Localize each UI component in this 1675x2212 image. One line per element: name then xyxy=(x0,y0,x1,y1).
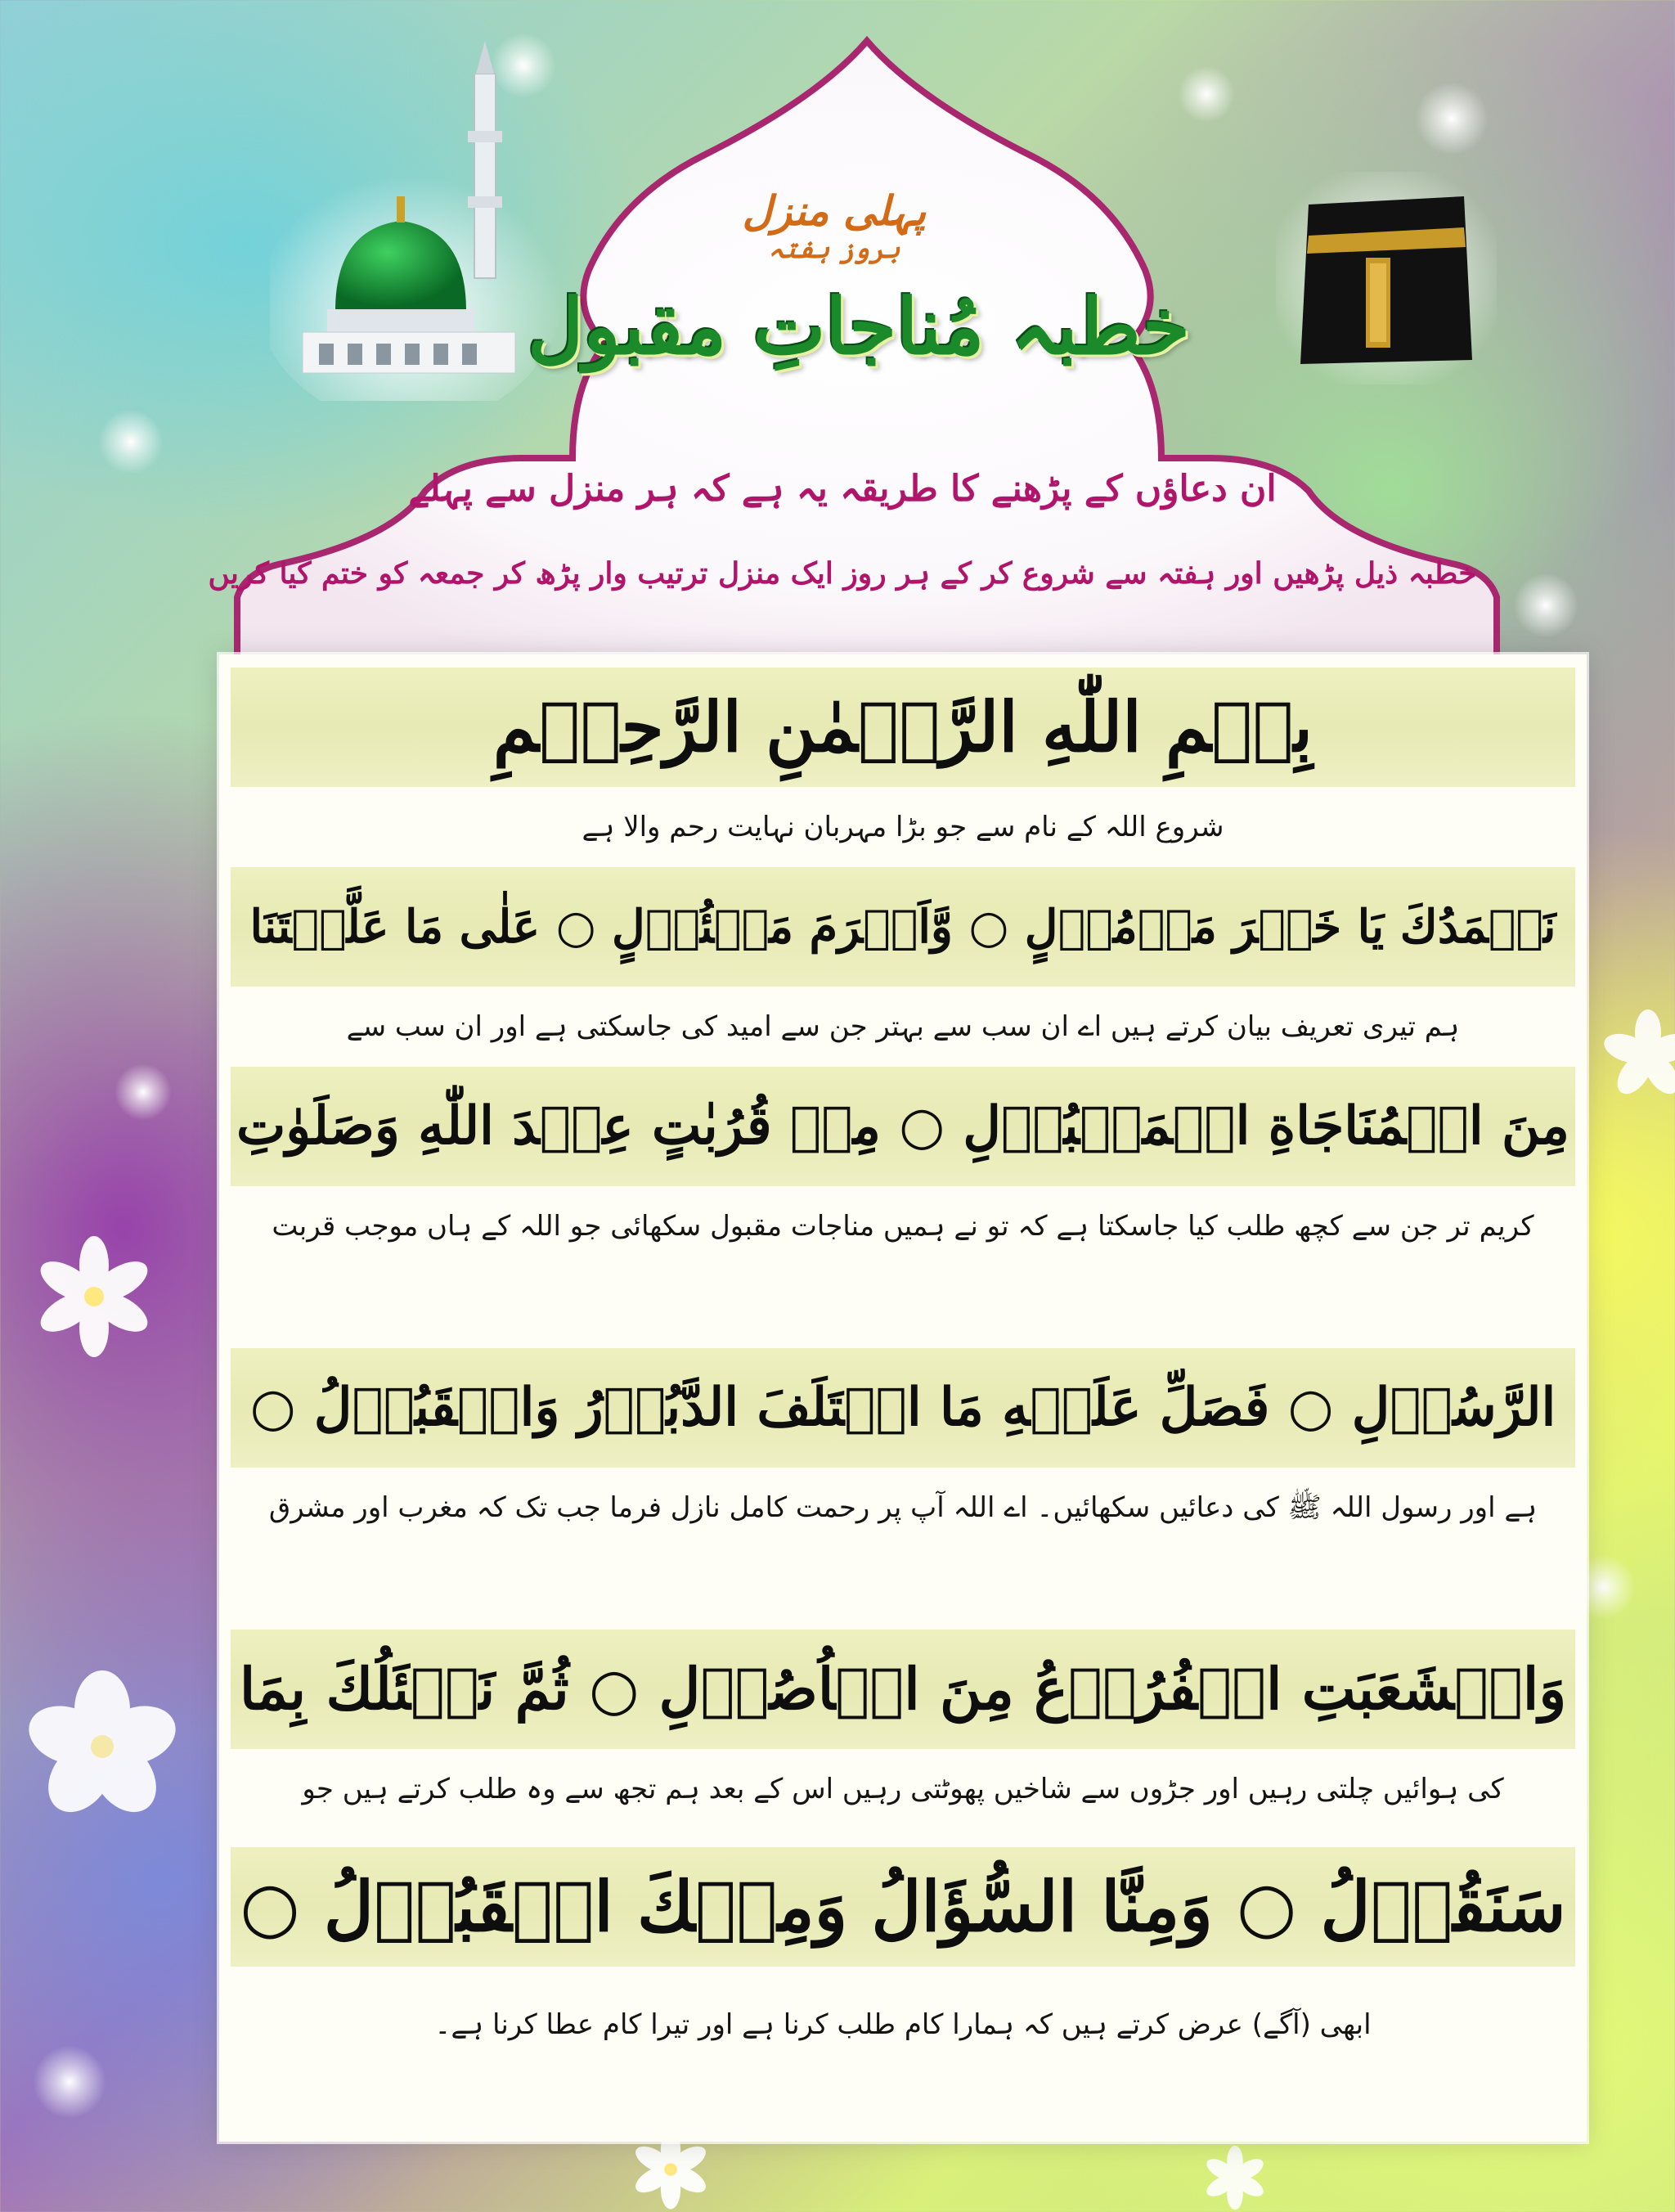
arabic-verse: الرَّسُوۡلِ ○ فَصَلِّ عَلَيۡهِ مَا اخۡتَلَفَ الدَّبُوۡرُ وَالۡقَبُوۡلُ ○ xyxy=(231,1348,1575,1468)
flower-icon xyxy=(25,1669,180,1824)
instruction-line-1: ان دعاؤں کے پڑھنے کا طریقہ یہ ہے کہ ہر منزل سے پہلے xyxy=(408,468,1277,510)
flower-icon xyxy=(1603,1006,1675,1104)
urdu-translation: ابھی (آگے) عرض کرتے ہیں کہ ہمارا کام طلب کرنا ہے اور تیرا کام عطا کرنا ہے۔ xyxy=(434,2008,1372,2041)
arabic-verse: بِسۡمِ اللّٰهِ الرَّحۡمٰنِ الرَّحِيۡمِ xyxy=(231,668,1575,787)
flower-icon xyxy=(1186,2143,1284,2212)
urdu-translation: ہے اور رسول اللہ ﷺ کی دعائیں سکھائیں۔ اے اللہ آپ پر رحمت کامل نازل فرما جب تک کہ مغرب اور مشرق xyxy=(268,1491,1538,1524)
sparkle xyxy=(33,2045,106,2119)
arabic-verse: مِنَ الۡمُنَاجَاةِ الۡمَقۡبُوۡلِ ○ مِنۡ قُرُبٰتٍ عِنۡدَ اللّٰهِ وَصَلَوٰتِ xyxy=(231,1067,1575,1186)
arabic-verse: نَحۡمَدُكَ يَا خَيۡرَ مَأۡمُوۡلٍ ○ وَّاَكۡرَمَ مَسۡئُوۡلٍ ○ عَلٰى مَا عَلَّمۡتَنَا xyxy=(231,867,1575,987)
day-label: بروز ہفتہ xyxy=(768,233,900,264)
instruction-line-2: خطبہ ذیل پڑھیں اور ہفتہ سے شروع کر کے ہر روز ایک منزل ترتیب وار پڑھ کر جمعہ کو ختم کیا کریں xyxy=(208,556,1477,591)
sparkle xyxy=(115,1063,172,1121)
arabic-verse: سَنَقُوۡلُ ○ وَمِنَّا السُّؤَالُ وَمِنۡكَ الۡقَبُوۡلُ ○ xyxy=(231,1847,1575,1967)
urdu-translation: ہم تیری تعریف بیان کرتے ہیں اے ان سب سے بہتر جن سے امید کی جاسکتی ہے اور ان سب سے xyxy=(346,1010,1460,1043)
urdu-translation: کی ہوائیں چلتی رہیں اور جڑوں سے شاخیں پھوٹتی رہیں اس کے بعد ہم تجھ سے وہ طلب کرتے ہیں جو xyxy=(302,1773,1504,1805)
arabic-verse: وَانۡشَعَبَتِ الۡفُرُوۡعُ مِنَ الۡاُصُوۡلِ ○ ثُمَّ نَسۡئَلُكَ بِمَا xyxy=(231,1630,1575,1749)
kaaba-image xyxy=(1276,172,1497,384)
urdu-translation: شروع اللہ کے نام سے جو بڑا مہربان نہایت رحم والا ہے xyxy=(582,811,1224,843)
manzil-label: پہلی منزل xyxy=(742,187,927,235)
content-panel xyxy=(219,654,1587,2142)
page-title: خطبہ مُناجاتِ مقبول xyxy=(528,282,1190,372)
urdu-translation: کریم تر جن سے کچھ طلب کیا جاسکتا ہے کہ تو نے ہمیں مناجات مقبول سکھائی جو اللہ کے ہاں موجب قربت xyxy=(272,1210,1534,1243)
flower-icon xyxy=(33,1235,155,1358)
